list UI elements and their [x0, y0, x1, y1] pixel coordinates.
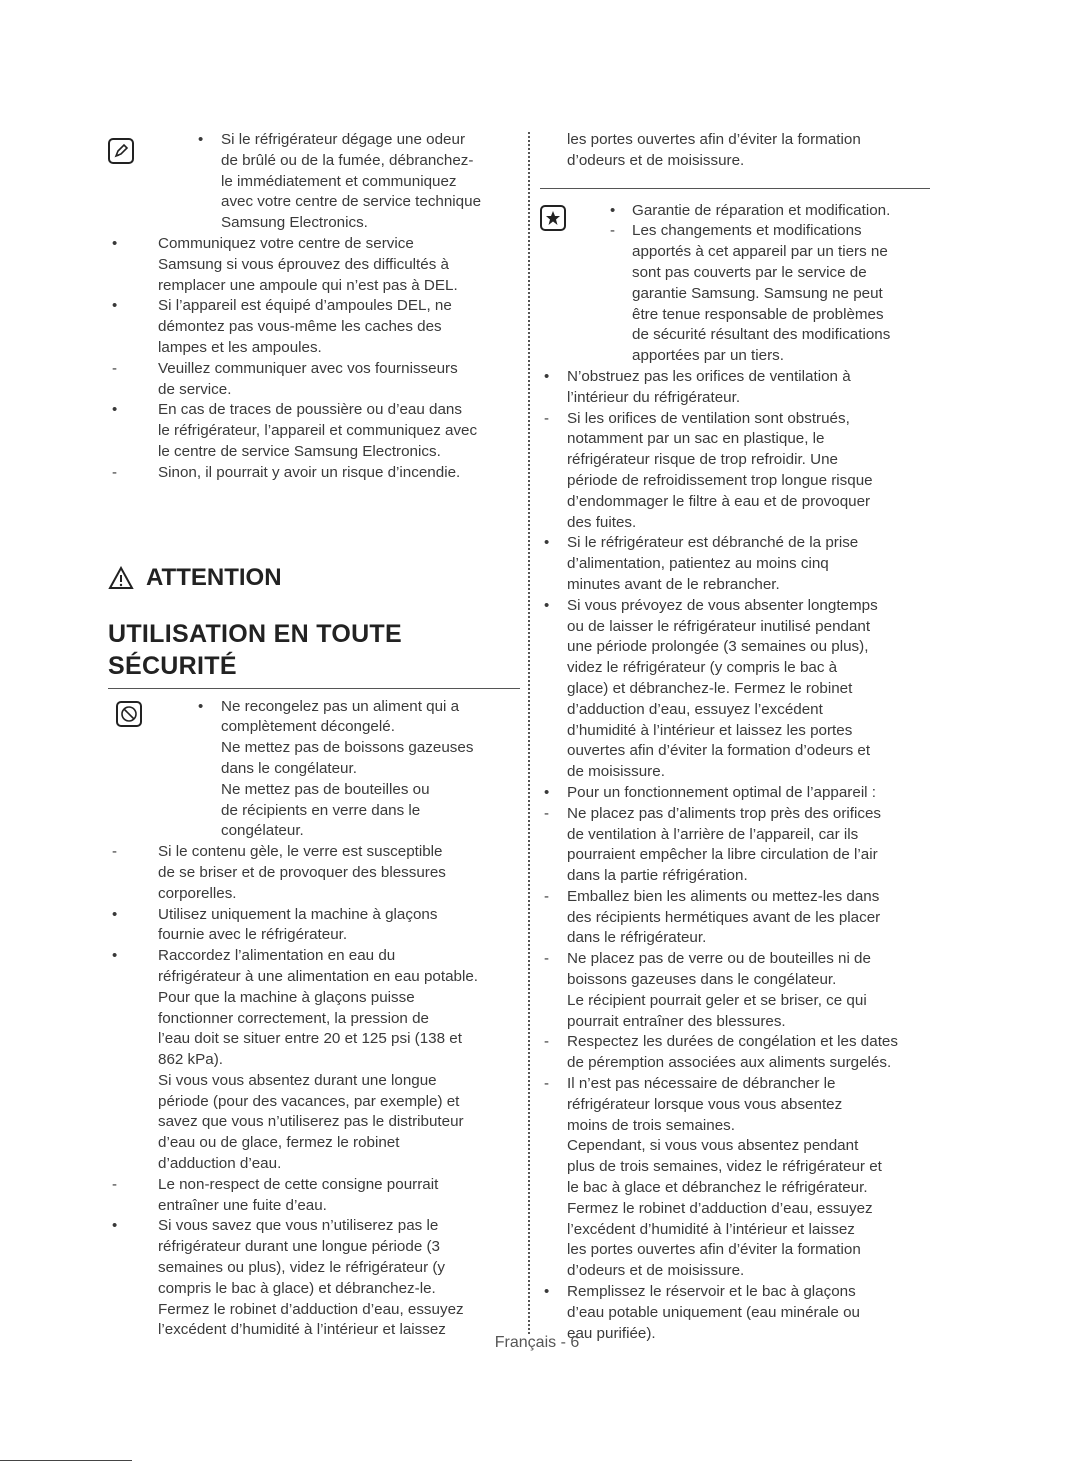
bullet-marker: •	[610, 201, 616, 219]
bullet-marker: •	[544, 1283, 550, 1301]
line-text: Les changements et modifications	[632, 222, 862, 240]
dash-marker: -	[544, 887, 549, 905]
text-line	[540, 130, 930, 151]
text-line	[540, 908, 930, 929]
line-text: l’eau doit se situer entre 20 et 125 psi (138 et	[158, 1030, 462, 1048]
line-text: d’odeurs et de moisissure.	[567, 151, 745, 169]
line-text: avec votre centre de service technique	[221, 193, 482, 211]
line-text: Ne recongelez pas un aliment qui a	[221, 697, 460, 715]
text-line	[108, 1279, 520, 1300]
text-line	[108, 1154, 520, 1175]
line-text: Ne placez pas de verre ou de bouteilles ni de	[567, 950, 871, 968]
line-text: le immédiatement et communiquez	[221, 172, 457, 190]
line-text: moins de trois semaines.	[567, 1116, 735, 1134]
text-line	[108, 717, 520, 738]
dash-marker: -	[544, 1075, 549, 1093]
text-line	[540, 741, 930, 762]
line-text: boissons gazeuses dans le congélateur.	[567, 971, 837, 989]
text-line	[108, 442, 520, 463]
text-line	[540, 991, 930, 1012]
text-line	[540, 325, 930, 346]
line-text: pourraient empêcher la libre circulation de l’air	[567, 846, 878, 864]
section-rule	[108, 688, 520, 689]
text-line	[540, 471, 930, 492]
bullet-item	[108, 946, 520, 967]
line-text: notamment par un sac en plastique, le	[567, 430, 825, 448]
line-text: Samsung si vous éprouvez des difficultés à	[158, 255, 449, 273]
text-line	[108, 925, 520, 946]
text-line	[540, 866, 930, 887]
line-text: complètement décongelé.	[221, 718, 395, 736]
line-text: des fuites.	[567, 513, 637, 531]
dash-marker: -	[544, 409, 549, 427]
line-text: l’intérieur du réfrigérateur.	[567, 388, 741, 406]
text-line	[540, 1116, 930, 1137]
text-line	[108, 1092, 520, 1113]
line-text: Ne placez pas d’aliments trop près des orifices	[567, 804, 882, 822]
text-line	[108, 276, 520, 297]
line-text: réfrigérateur à une alimentation en eau potable.	[158, 967, 478, 985]
line-text: les portes ouvertes afin d’éviter la formation	[567, 1241, 861, 1259]
line-text: démontez pas vous-même les caches des	[158, 318, 442, 336]
line-text: eau purifiée).	[567, 1324, 656, 1342]
line-text: glace) et débranchez-le. Fermez le robinet	[567, 679, 853, 697]
text-line	[540, 1261, 930, 1282]
line-text: compris le bac à glace) et débranchez-le.	[158, 1279, 436, 1297]
line-text: Si vous vous absentez durant une longue	[158, 1071, 437, 1089]
line-text: Respectez les durées de congélation et les dates	[567, 1033, 898, 1051]
text-line	[108, 255, 520, 276]
line-text: Si le contenu gèle, le verre est susceptible	[158, 843, 443, 861]
bullet-marker: •	[544, 367, 550, 385]
line-text: semaines ou plus), videz le réfrigérateur (y	[158, 1259, 445, 1277]
line-text: Fermez le robinet d’adduction d’eau, essuyez	[158, 1300, 464, 1318]
line-text: savez que vous n’utiliserez pas le distributeur	[158, 1113, 464, 1131]
line-text: fournie avec le réfrigérateur.	[158, 926, 348, 944]
text-line	[108, 421, 520, 442]
line-text: Pour un fonctionnement optimal de l’appareil :	[567, 783, 877, 801]
dash-item	[108, 1175, 520, 1196]
text-line	[108, 213, 520, 234]
line-text: pourrait entraîner des blessures.	[567, 1012, 786, 1030]
bullet-marker: •	[544, 783, 550, 801]
bullet-marker: •	[544, 534, 550, 552]
text-line	[108, 1009, 520, 1030]
text-line	[108, 738, 520, 759]
text-line	[108, 1258, 520, 1279]
line-text: En cas de traces de poussière ou d’eau dans	[158, 401, 462, 419]
bullet-marker: •	[198, 131, 204, 148]
line-text: le réfrigérateur, l’appareil et communiquez avec	[158, 422, 478, 440]
bullet-item	[540, 533, 930, 554]
dash-item	[540, 1032, 930, 1053]
text-line	[108, 1237, 520, 1258]
line-text: N’obstruez pas les orifices de ventilation à	[567, 367, 851, 385]
dash-item	[540, 409, 930, 430]
bullet-item	[540, 783, 930, 804]
bullet-marker: •	[112, 234, 118, 252]
text-line	[108, 1071, 520, 1092]
bullet-item	[108, 1216, 520, 1237]
dash-marker: -	[112, 359, 117, 377]
left-block-1	[108, 130, 520, 484]
line-text: de service.	[158, 380, 232, 398]
text-line	[540, 388, 930, 409]
bullet-item	[540, 201, 930, 222]
text-line	[540, 825, 930, 846]
text-line	[108, 988, 520, 1009]
line-text: de se briser et de provoquer des blessures	[158, 863, 446, 881]
line-text: plus de trois semaines, videz le réfrigérateur et	[567, 1158, 882, 1176]
bullet-item	[108, 697, 520, 718]
line-text: les portes ouvertes afin d’éviter la formation	[567, 131, 861, 148]
left-block-1-lines	[108, 130, 520, 484]
text-line	[108, 863, 520, 884]
text-line	[108, 1196, 520, 1217]
line-text: Il n’est pas nécessaire de débrancher le	[567, 1075, 836, 1093]
bullet-item	[108, 130, 520, 151]
section-title-line-2: SÉCURITÉ	[108, 651, 237, 680]
dash-item	[108, 463, 520, 484]
text-line	[540, 658, 930, 679]
text-line	[108, 801, 520, 822]
dash-item	[540, 949, 930, 970]
dash-marker: -	[112, 843, 117, 861]
text-line	[540, 762, 930, 783]
line-text: période de refroidissement trop longue risque	[567, 471, 873, 489]
text-line	[540, 1157, 930, 1178]
line-text: sont pas couverts par le service de	[632, 263, 867, 281]
bullet-item	[108, 905, 520, 926]
line-text: Sinon, il pourrait y avoir un risque d’incendie.	[158, 463, 461, 481]
line-text: d’alimentation, patientez au moins cinq	[567, 555, 829, 573]
line-text: réfrigérateur durant une longue période (3	[158, 1238, 440, 1256]
attention-heading	[108, 564, 520, 592]
section-title-line-1: UTILISATION EN TOUTE	[108, 619, 402, 648]
bullet-item	[108, 400, 520, 421]
text-line	[540, 284, 930, 305]
column-divider	[528, 132, 530, 1334]
line-text: Pour que la machine à glaçons puisse	[158, 988, 415, 1006]
line-text: d’eau potable uniquement (eau minérale ou	[567, 1303, 860, 1321]
line-text: d’adduction d’eau.	[158, 1155, 282, 1173]
line-text: Veuillez communiquer avec vos fournisseurs	[158, 359, 458, 377]
dash-item	[108, 842, 520, 863]
line-text: dans le réfrigérateur.	[567, 929, 707, 947]
text-line	[540, 1303, 930, 1324]
right-column	[540, 130, 930, 1344]
bottom-edge-line	[0, 1460, 132, 1461]
line-text: videz le réfrigérateur (y compris le bac à	[567, 659, 838, 677]
line-text: Si l’appareil est équipé d’ampoules DEL, ne	[158, 297, 452, 315]
dash-marker: -	[610, 222, 615, 240]
text-line	[108, 967, 520, 988]
line-text: dans la partie réfrigération.	[567, 867, 748, 885]
page-footer: Français - 6	[494, 1334, 580, 1351]
dash-marker: -	[112, 1175, 117, 1193]
line-text: Raccordez l’alimentation en eau du	[158, 947, 396, 965]
line-text: le centre de service Samsung Electronics.	[158, 442, 441, 460]
text-line	[108, 192, 520, 213]
text-line	[540, 1220, 930, 1241]
bullet-item	[108, 296, 520, 317]
text-line	[540, 1240, 930, 1261]
dash-item	[108, 359, 520, 380]
line-text: Utilisez uniquement la machine à glaçons	[158, 905, 438, 923]
text-line	[540, 970, 930, 991]
text-line	[108, 317, 520, 338]
line-text: de moisissure.	[567, 763, 665, 781]
line-text: d’eau ou de glace, fermez le robinet	[158, 1134, 400, 1152]
text-line	[540, 450, 930, 471]
line-text: de récipients en verre dans le	[221, 801, 421, 819]
line-text: Si le réfrigérateur est débranché de la prise	[567, 534, 859, 552]
line-text: garantie Samsung. Samsung ne peut	[632, 284, 883, 302]
line-text: Si vous savez que vous n’utiliserez pas le	[158, 1217, 439, 1235]
dash-item	[540, 887, 930, 908]
dash-marker: -	[544, 1033, 549, 1051]
text-line	[540, 1012, 930, 1033]
text-line	[540, 513, 930, 534]
line-text: l’excédent d’humidité à l’intérieur et laissez	[567, 1220, 855, 1238]
text-line	[540, 845, 930, 866]
line-text: de sécurité résultant des modifications	[632, 326, 891, 344]
left-column	[108, 130, 520, 1341]
text-line	[540, 263, 930, 284]
line-text: Le non-respect de cette consigne pourrait	[158, 1175, 439, 1193]
line-text: réfrigérateur risque de trop refroidir. Une	[567, 451, 838, 469]
dash-item	[540, 804, 930, 825]
text-line	[108, 1133, 520, 1154]
line-text: de péremption associées aux aliments surgelés.	[567, 1054, 892, 1072]
line-text: Emballez bien les aliments ou mettez-les dans	[567, 887, 880, 905]
line-text: être tenue responsable de problèmes	[632, 305, 884, 323]
text-line	[108, 1300, 520, 1321]
bullet-marker: •	[112, 1217, 118, 1235]
text-line	[540, 242, 930, 263]
line-text: ouvertes afin d’éviter la formation d’odeurs et	[567, 742, 871, 760]
text-line	[540, 679, 930, 700]
text-line	[540, 305, 930, 326]
text-line	[108, 172, 520, 193]
line-text: de ventilation à l’arrière de l’appareil, car ils	[567, 825, 859, 843]
text-line	[540, 700, 930, 721]
line-text: de brûlé ou de la fumée, débranchez-	[221, 151, 474, 169]
bullet-item	[540, 367, 930, 388]
line-text: Si le réfrigérateur dégage une odeur	[221, 131, 466, 148]
line-text: période (pour des vacances, par exemple) et	[158, 1092, 460, 1110]
line-text: Fermez le robinet d’adduction d’eau, essuyez	[567, 1199, 873, 1217]
dash-marker: -	[544, 804, 549, 822]
text-line	[540, 721, 930, 742]
right-block-1-lines	[540, 130, 930, 172]
line-text: Si vous prévoyez de vous absenter longtemps	[567, 596, 878, 614]
text-line	[108, 380, 520, 401]
line-text: apportés à cet appareil par un tiers ne	[632, 243, 888, 261]
text-line	[540, 346, 930, 367]
line-text: Si les orifices de ventilation sont obstrués,	[567, 409, 850, 427]
bullet-marker: •	[198, 697, 204, 715]
line-text: Remplissez le réservoir et le bac à glaçons	[567, 1283, 856, 1301]
dash-item	[540, 221, 930, 242]
line-text: 862 kPa).	[158, 1051, 224, 1069]
bullet-item	[540, 596, 930, 617]
bullet-item	[108, 234, 520, 255]
line-text: réfrigérateur lorsque vous vous absentez	[567, 1095, 843, 1113]
text-line	[540, 617, 930, 638]
left-block-2	[108, 697, 520, 1342]
line-text: l’excédent d’humidité à l’intérieur et laissez	[158, 1321, 446, 1339]
text-line	[108, 1112, 520, 1133]
line-text: d’adduction d’eau, essuyez l’excédent	[567, 700, 823, 718]
warning-triangle-icon	[108, 566, 134, 590]
line-text: Garantie de réparation et modification.	[632, 201, 891, 219]
bullet-marker: •	[112, 947, 118, 965]
text-line	[540, 151, 930, 172]
line-text: Samsung Electronics.	[221, 214, 368, 232]
line-text: ou de laisser le réfrigérateur inutilisé pendant	[567, 617, 871, 635]
bullet-marker: •	[112, 401, 118, 419]
text-line	[108, 338, 520, 359]
text-line	[540, 429, 930, 450]
text-line	[540, 554, 930, 575]
line-text: fonctionner correctement, la pression de	[158, 1009, 429, 1027]
line-text: d’endommager le filtre à eau et de provoquer	[567, 492, 871, 510]
line-text: minutes avant de le rebrancher.	[567, 575, 780, 593]
bullet-marker: •	[112, 905, 118, 923]
text-line	[540, 492, 930, 513]
right-block-2	[540, 201, 930, 1345]
text-line	[108, 1029, 520, 1050]
text-line	[540, 575, 930, 596]
text-line	[540, 1136, 930, 1157]
bullet-item	[540, 1282, 930, 1303]
text-line	[540, 1095, 930, 1116]
line-text: d’humidité à l’intérieur et laissez les portes	[567, 721, 853, 739]
attention-label: ATTENTION	[146, 563, 282, 591]
dash-item	[540, 1074, 930, 1095]
line-text: des récipients hermétiques avant de les placer	[567, 908, 881, 926]
dash-marker: -	[112, 463, 117, 481]
bullet-marker: •	[112, 297, 118, 315]
line-text: congélateur.	[221, 822, 304, 840]
line-text: corporelles.	[158, 884, 237, 902]
right-rule	[540, 188, 930, 189]
text-line	[540, 1199, 930, 1220]
line-text: Cependant, si vous vous absentez pendant	[567, 1137, 859, 1155]
text-line	[540, 1053, 930, 1074]
line-text: remplacer une ampoule qui n’est pas à DEL.	[158, 276, 458, 294]
line-text: Le récipient pourrait geler et se briser, ce qui	[567, 991, 867, 1009]
left-block-2-lines	[108, 697, 520, 1342]
line-text: Ne mettez pas de boissons gazeuses	[221, 739, 474, 757]
text-line	[108, 821, 520, 842]
line-text: lampes et les ampoules.	[158, 338, 322, 356]
right-block-2-lines	[540, 201, 930, 1345]
text-line	[540, 928, 930, 949]
text-line	[540, 1178, 930, 1199]
text-line	[108, 151, 520, 172]
text-line	[108, 759, 520, 780]
bullet-marker: •	[544, 596, 550, 614]
text-line	[108, 1050, 520, 1071]
line-text: entraîner une fuite d’eau.	[158, 1196, 327, 1214]
line-text: Ne mettez pas de bouteilles ou	[221, 780, 430, 798]
line-text: d’odeurs et de moisissure.	[567, 1262, 745, 1280]
dash-marker: -	[544, 950, 549, 968]
line-text: une période prolongée (3 semaines ou plus),	[567, 638, 869, 656]
line-text: le bac à glace et débranchez le réfrigérateur.	[567, 1179, 868, 1197]
line-text: Communiquez votre centre de service	[158, 234, 414, 252]
text-line	[108, 780, 520, 801]
line-text: apportées par un tiers.	[632, 347, 784, 365]
text-line	[540, 637, 930, 658]
text-line	[108, 884, 520, 905]
line-text: dans le congélateur.	[221, 759, 357, 777]
